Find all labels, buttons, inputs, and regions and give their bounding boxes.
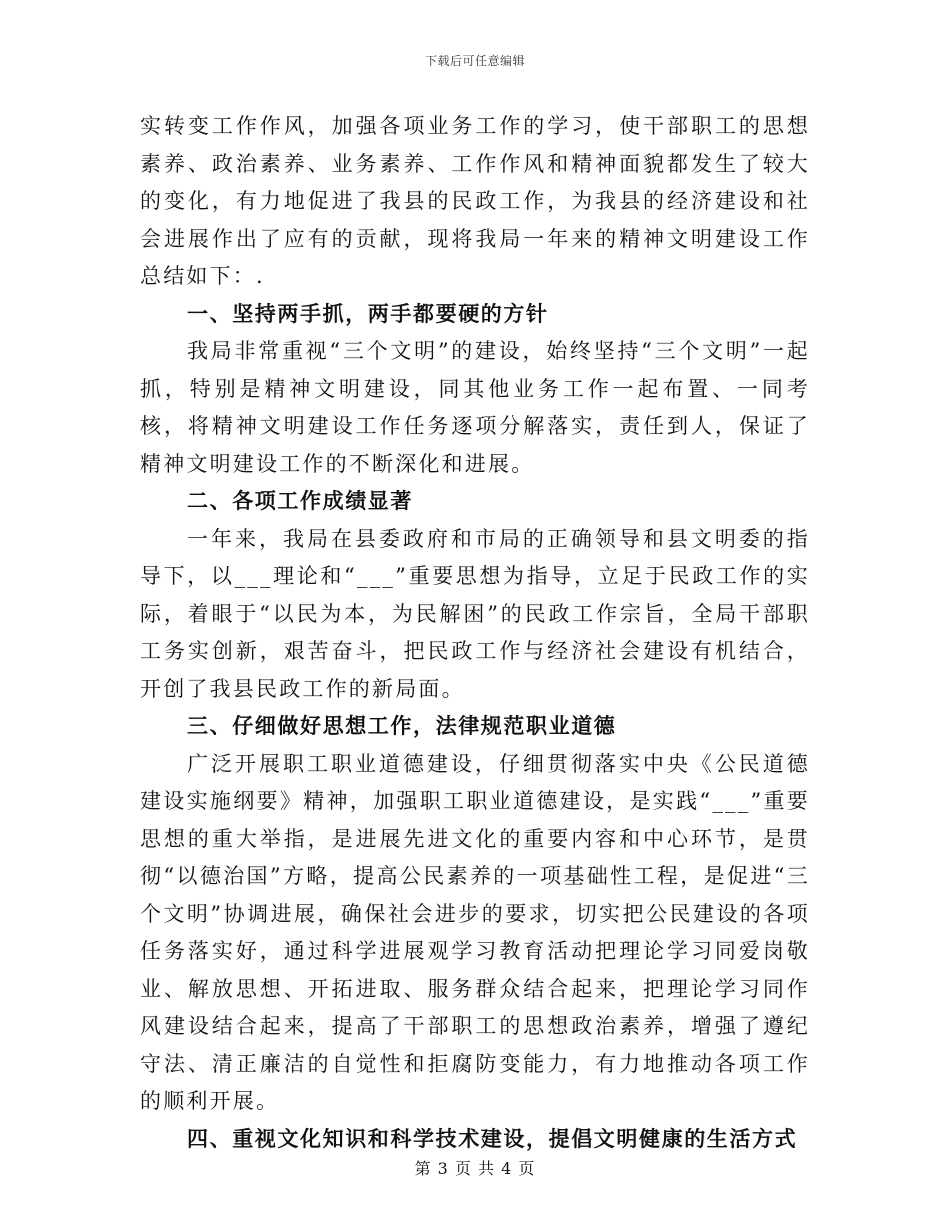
section-heading-2: 二、各项工作成绩显著 bbox=[187, 489, 413, 513]
document-body bbox=[140, 108, 810, 1158]
paragraph-section-3: 广泛开展职工职业道德建设，仔细贯彻落实中央《公民道德建设实施纲要》精神，加强职工职业道德建设，是实践“___”重要思想的重大举指，是进展先进文化的重要内容和中心环节，是贯彻“以德治国”方略，提高公民素养的一项基础性工程，是促进“三个文明”协调进展，确保社会进步的要求，切实把公民建设的各项任务落实好，通过科学进展观学习教育活动把理论学习同爱岗敬业、解放思想、开拓进取、服务群众结合起来，把理论学习同作风建设结合起来，提高了干部职工的思想政治素养，增强了遵纪守法、清正廉洁的自觉性和拒腐防变能力，有力地推动各项工作的顺利开展。 bbox=[140, 751, 810, 1113]
paragraph-section-1: 我局非常重视“三个文明”的建设，始终坚持“三个文明”一起抓，特别是精神文明建设，同其他业务工作一起布置、一同考核，将精神文明建设工作任务逐项分解落实，责任到人，保证了精神文明建设工作的不断深化和进展。 bbox=[140, 339, 810, 476]
section-heading-1: 一、坚持两手抓，两手都要硬的方针 bbox=[187, 301, 549, 326]
section-heading-4: 四、重视文化知识和科学技术建设，提倡文明健康的生活方式 bbox=[187, 1126, 798, 1151]
header-note: 下载后可任意编辑 bbox=[424, 54, 525, 68]
section-heading-3: 三、仔细做好思想工作，法律规范职业道德 bbox=[187, 714, 617, 738]
paragraph-continuation: 实转变工作作风，加强各项业务工作的学习，使干部职工的思想素养、政治素养、业务素养、工作作风和精神面貌都发生了较大的变化，有力地促进了我县的民政工作，为我县的经济建设和社会进展作出了应有的贡献，现将我局一年来的精神文明建设工作总结如下：. bbox=[140, 114, 810, 288]
paragraph-section-2: 一年来，我局在县委政府和市局的正确领导和县文明委的指导下，以___理论和“___”重要思想为指导，立足于民政工作的实际，着眼于“以民为本，为民解困”的民政工作宗旨，全局干部职工务实创新，艰苦奋斗，把民政工作与经济社会建设有机结合，开创了我县民政工作的新局面。 bbox=[140, 526, 810, 701]
page-number: 第 3 页 共 4 页 bbox=[414, 1159, 536, 1178]
